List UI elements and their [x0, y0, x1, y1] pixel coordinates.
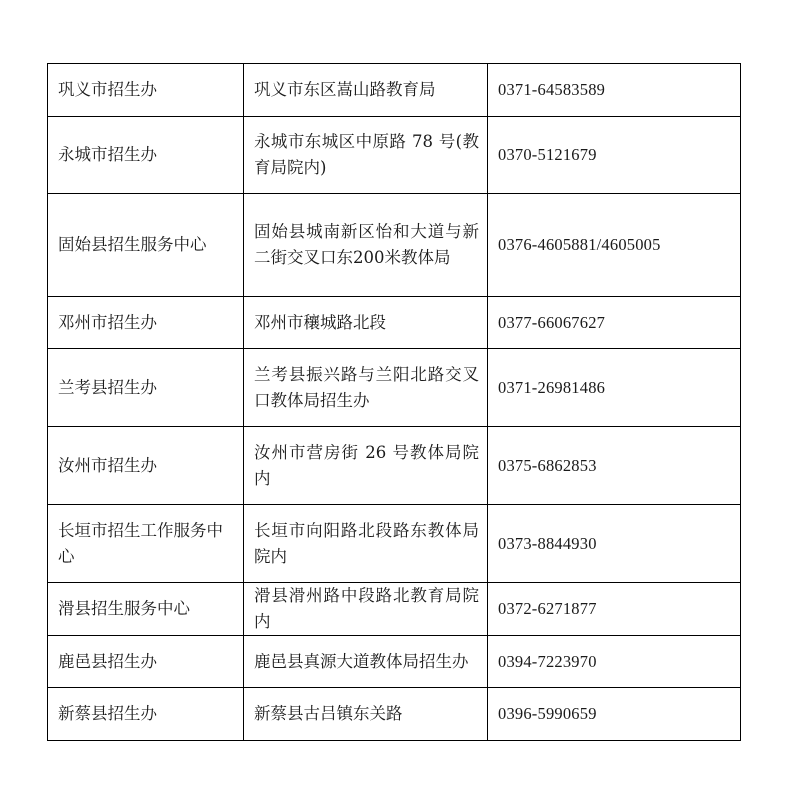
office-address: 兰考县振兴路与兰阳北路交叉口教体局招生办 — [244, 349, 488, 427]
office-name: 长垣市招生工作服务中心 — [48, 505, 244, 583]
office-phone: 0370-5121679 — [488, 117, 741, 194]
table-row — [48, 505, 741, 583]
office-phone: 0372-6271877 — [488, 583, 741, 636]
table-row — [48, 349, 741, 427]
office-phone: 0371-64583589 — [488, 64, 741, 117]
office-address: 固始县城南新区怡和大道与新二街交叉口东200米教体局 — [244, 194, 488, 297]
office-name: 鹿邑县招生办 — [48, 636, 244, 688]
office-address: 新蔡县古吕镇东关路 — [244, 688, 488, 741]
office-name: 汝州市招生办 — [48, 427, 244, 505]
table-row — [48, 583, 741, 636]
office-phone: 0375-6862853 — [488, 427, 741, 505]
office-address: 邓州市穰城路北段 — [244, 297, 488, 349]
office-name: 永城市招生办 — [48, 117, 244, 194]
office-phone: 0373-8844930 — [488, 505, 741, 583]
table-row — [48, 427, 741, 505]
office-address: 鹿邑县真源大道教体局招生办 — [244, 636, 488, 688]
office-address: 长垣市向阳路北段路东教体局院内 — [244, 505, 488, 583]
office-phone: 0396-5990659 — [488, 688, 741, 741]
table-row — [48, 636, 741, 688]
table-row — [48, 297, 741, 349]
office-name: 兰考县招生办 — [48, 349, 244, 427]
table-row — [48, 64, 741, 117]
office-phone: 0377-66067627 — [488, 297, 741, 349]
office-name: 滑县招生服务中心 — [48, 583, 244, 636]
table-row — [48, 117, 741, 194]
office-phone: 0371-26981486 — [488, 349, 741, 427]
office-name: 邓州市招生办 — [48, 297, 244, 349]
office-address: 巩义市东区嵩山路教育局 — [244, 64, 488, 117]
office-address: 永城市东城区中原路 78 号(教育局院内) — [244, 117, 488, 194]
office-address: 滑县滑州路中段路北教育局院内 — [244, 583, 488, 636]
office-address: 汝州市营房街 26 号教体局院内 — [244, 427, 488, 505]
table-row — [48, 194, 741, 297]
admissions-office-table — [47, 63, 741, 741]
office-name: 固始县招生服务中心 — [48, 194, 244, 297]
office-name: 新蔡县招生办 — [48, 688, 244, 741]
table-row — [48, 688, 741, 741]
office-phone: 0394-7223970 — [488, 636, 741, 688]
office-phone: 0376-4605881/4605005 — [488, 194, 741, 297]
office-name: 巩义市招生办 — [48, 64, 244, 117]
